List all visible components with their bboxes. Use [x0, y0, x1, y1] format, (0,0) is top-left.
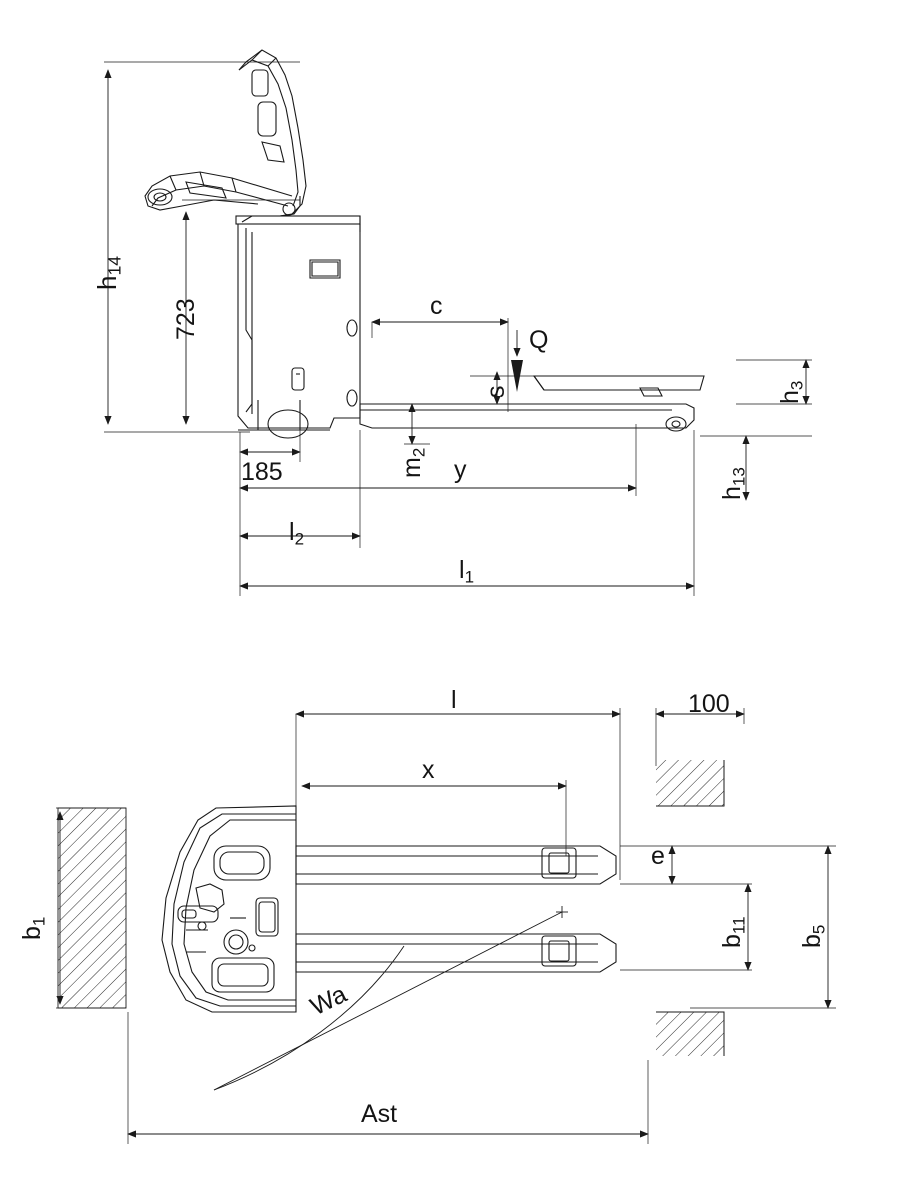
dimension-label-y: y — [454, 456, 467, 484]
dimension-label-b1: $b_1$ — [18, 916, 49, 940]
dimension-label-l: l — [451, 686, 457, 714]
dimension-label-h3: $h_3$ — [776, 380, 807, 404]
dimension-label-Wa: Wa — [306, 979, 352, 1022]
dimension-label-723: 723 — [172, 298, 200, 340]
dimension-label-c: c — [430, 292, 443, 320]
truck-side-outline — [145, 50, 704, 438]
dimension-label-b11: $b_{11}$ — [718, 916, 749, 948]
dimension-label-x: x — [422, 756, 435, 784]
dimension-label-e: e — [651, 842, 665, 870]
dimension-label-Ast: Ast — [361, 1100, 398, 1128]
dimension-label-m2: $m_2$ — [398, 447, 429, 478]
side-view-dimension-lines — [104, 62, 812, 596]
dimension-label-b5: $b_5$ — [798, 924, 829, 948]
dimension-label-l2: $l_2$ — [289, 518, 305, 549]
dimension-label-h14: $h_{14}$ — [92, 255, 125, 290]
dimension-label-100: 100 — [688, 690, 730, 718]
dimension-label-185: 185 — [241, 458, 283, 486]
dimension-label-l1: $l_1$ — [459, 556, 475, 587]
dimension-label-s: s — [482, 385, 510, 398]
dimension-label-h13: $h_{13}$ — [718, 467, 749, 500]
dimension-label-Q: Q — [529, 326, 549, 354]
truck-top-outline — [58, 760, 724, 1090]
